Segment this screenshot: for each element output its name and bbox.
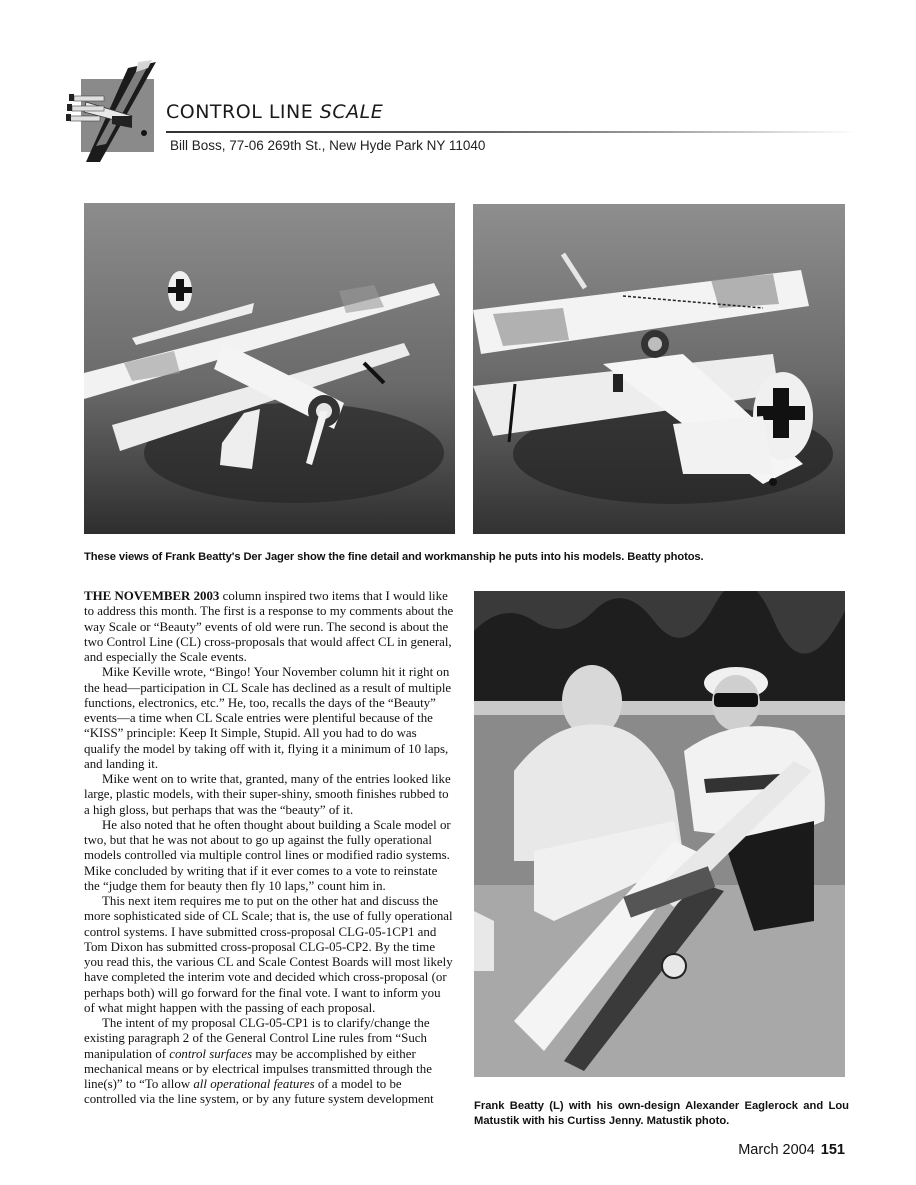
photo-beatty-matustik xyxy=(474,591,845,1077)
section-title-italic: SCALE xyxy=(319,101,384,123)
emphasis-text: control surfaces xyxy=(169,1046,253,1061)
article-paragraph-2: Mike Keville wrote, “Bingo! Your November column hit it right on the head—participation in CL Scale has declined as a result of multiple functions, electronics, etc.” He, too, recalls the days of the “Beauty” events—a time when CL Scale entries were plentiful because of the “KISS” principle: Keep It Simple, Stupid. All you had to do was qualify the model by taking off with it, flying it a minimum of 10 laps, and landing it. xyxy=(84,665,452,771)
biplane-logo-icon xyxy=(66,58,166,166)
article-paragraph-1 xyxy=(84,589,454,665)
emphasis-text: all operational features xyxy=(193,1077,315,1091)
photo-der-jager-rear xyxy=(473,204,845,534)
lead-in: THE NOVEMBER 2003 xyxy=(84,589,220,603)
header-rule-divider xyxy=(166,131,856,133)
article-body xyxy=(84,589,454,1108)
photo-der-jager-front xyxy=(84,203,455,534)
article-paragraph-6 xyxy=(84,1016,454,1108)
article-paragraph-5: This next item requires me to put on the other hat and discuss the more sophisticated side of CL Scale; that is, the use of fully operational control systems. I have submitted cross-proposal CLG-05-1CP1 and Tom Dixon has submitted cross-proposal CLG-05-CP2. By the time you read this, the various CL and Scale Contest Boards will most likely have completed the interim vote and decided which cross-proposal (or perhaps both) will go forward for the final vote. I want to inform you of what might happen with the passing of each proposal. xyxy=(84,894,453,1015)
page-number: 151 xyxy=(820,1142,845,1158)
section-title xyxy=(166,101,383,123)
paragraph-text: column inspired two items that I would like to address this month. The first is a response to my comments about the way Scale or “Beauty” events of old were run. The second is about the two Control Line (CL) cross-proposals that would affect CL in general, and especially the Scale events. xyxy=(84,589,454,664)
photo-caption-top: These views of Frank Beatty's Der Jager show the fine detail and workmanship he puts into his models. Beatty photos. xyxy=(84,551,704,563)
page-folio xyxy=(738,1142,845,1158)
section-title-main: CONTROL LINE xyxy=(166,101,314,123)
paragraph-text: may be accomplished by either mechanical means or by electrical impulses transmitted through the line(s)” to “To allow xyxy=(84,1046,432,1091)
paragraph-text: The intent of my proposal CLG-05-CP1 is to clarify/change the existing paragraph 2 of the General Control Line rules from “Such manipulation of xyxy=(84,1016,430,1061)
paragraph-text: of a model to be controlled via the line system, or by any future system development xyxy=(84,1077,434,1107)
photo-caption-right: Frank Beatty (L) with his own-design Alexander Eaglerock and Lou Matustik with his Curtiss Jenny. Matustik photo. xyxy=(474,1100,849,1127)
issue-date: March 2004 xyxy=(738,1142,815,1158)
article-paragraph-4: He also noted that he often thought about building a Scale model or two, but that he was not about to go up against the fully operational models controlled via multiple control lines or modified radio systems. Mike concluded by writing that if it ever comes to a vote to reinstate the “judge them for beauty then fly 10 laps,” count him in. xyxy=(84,817,451,893)
article-paragraph-3: Mike went on to write that, granted, many of the entries looked like large, plastic models, with their super-shiny, smooth finishes rubbed to a high gloss, but perhaps that was the “beauty” of it. xyxy=(84,772,451,817)
author-address: Bill Boss, 77-06 269th St., New Hyde Park NY 11040 xyxy=(170,138,486,153)
